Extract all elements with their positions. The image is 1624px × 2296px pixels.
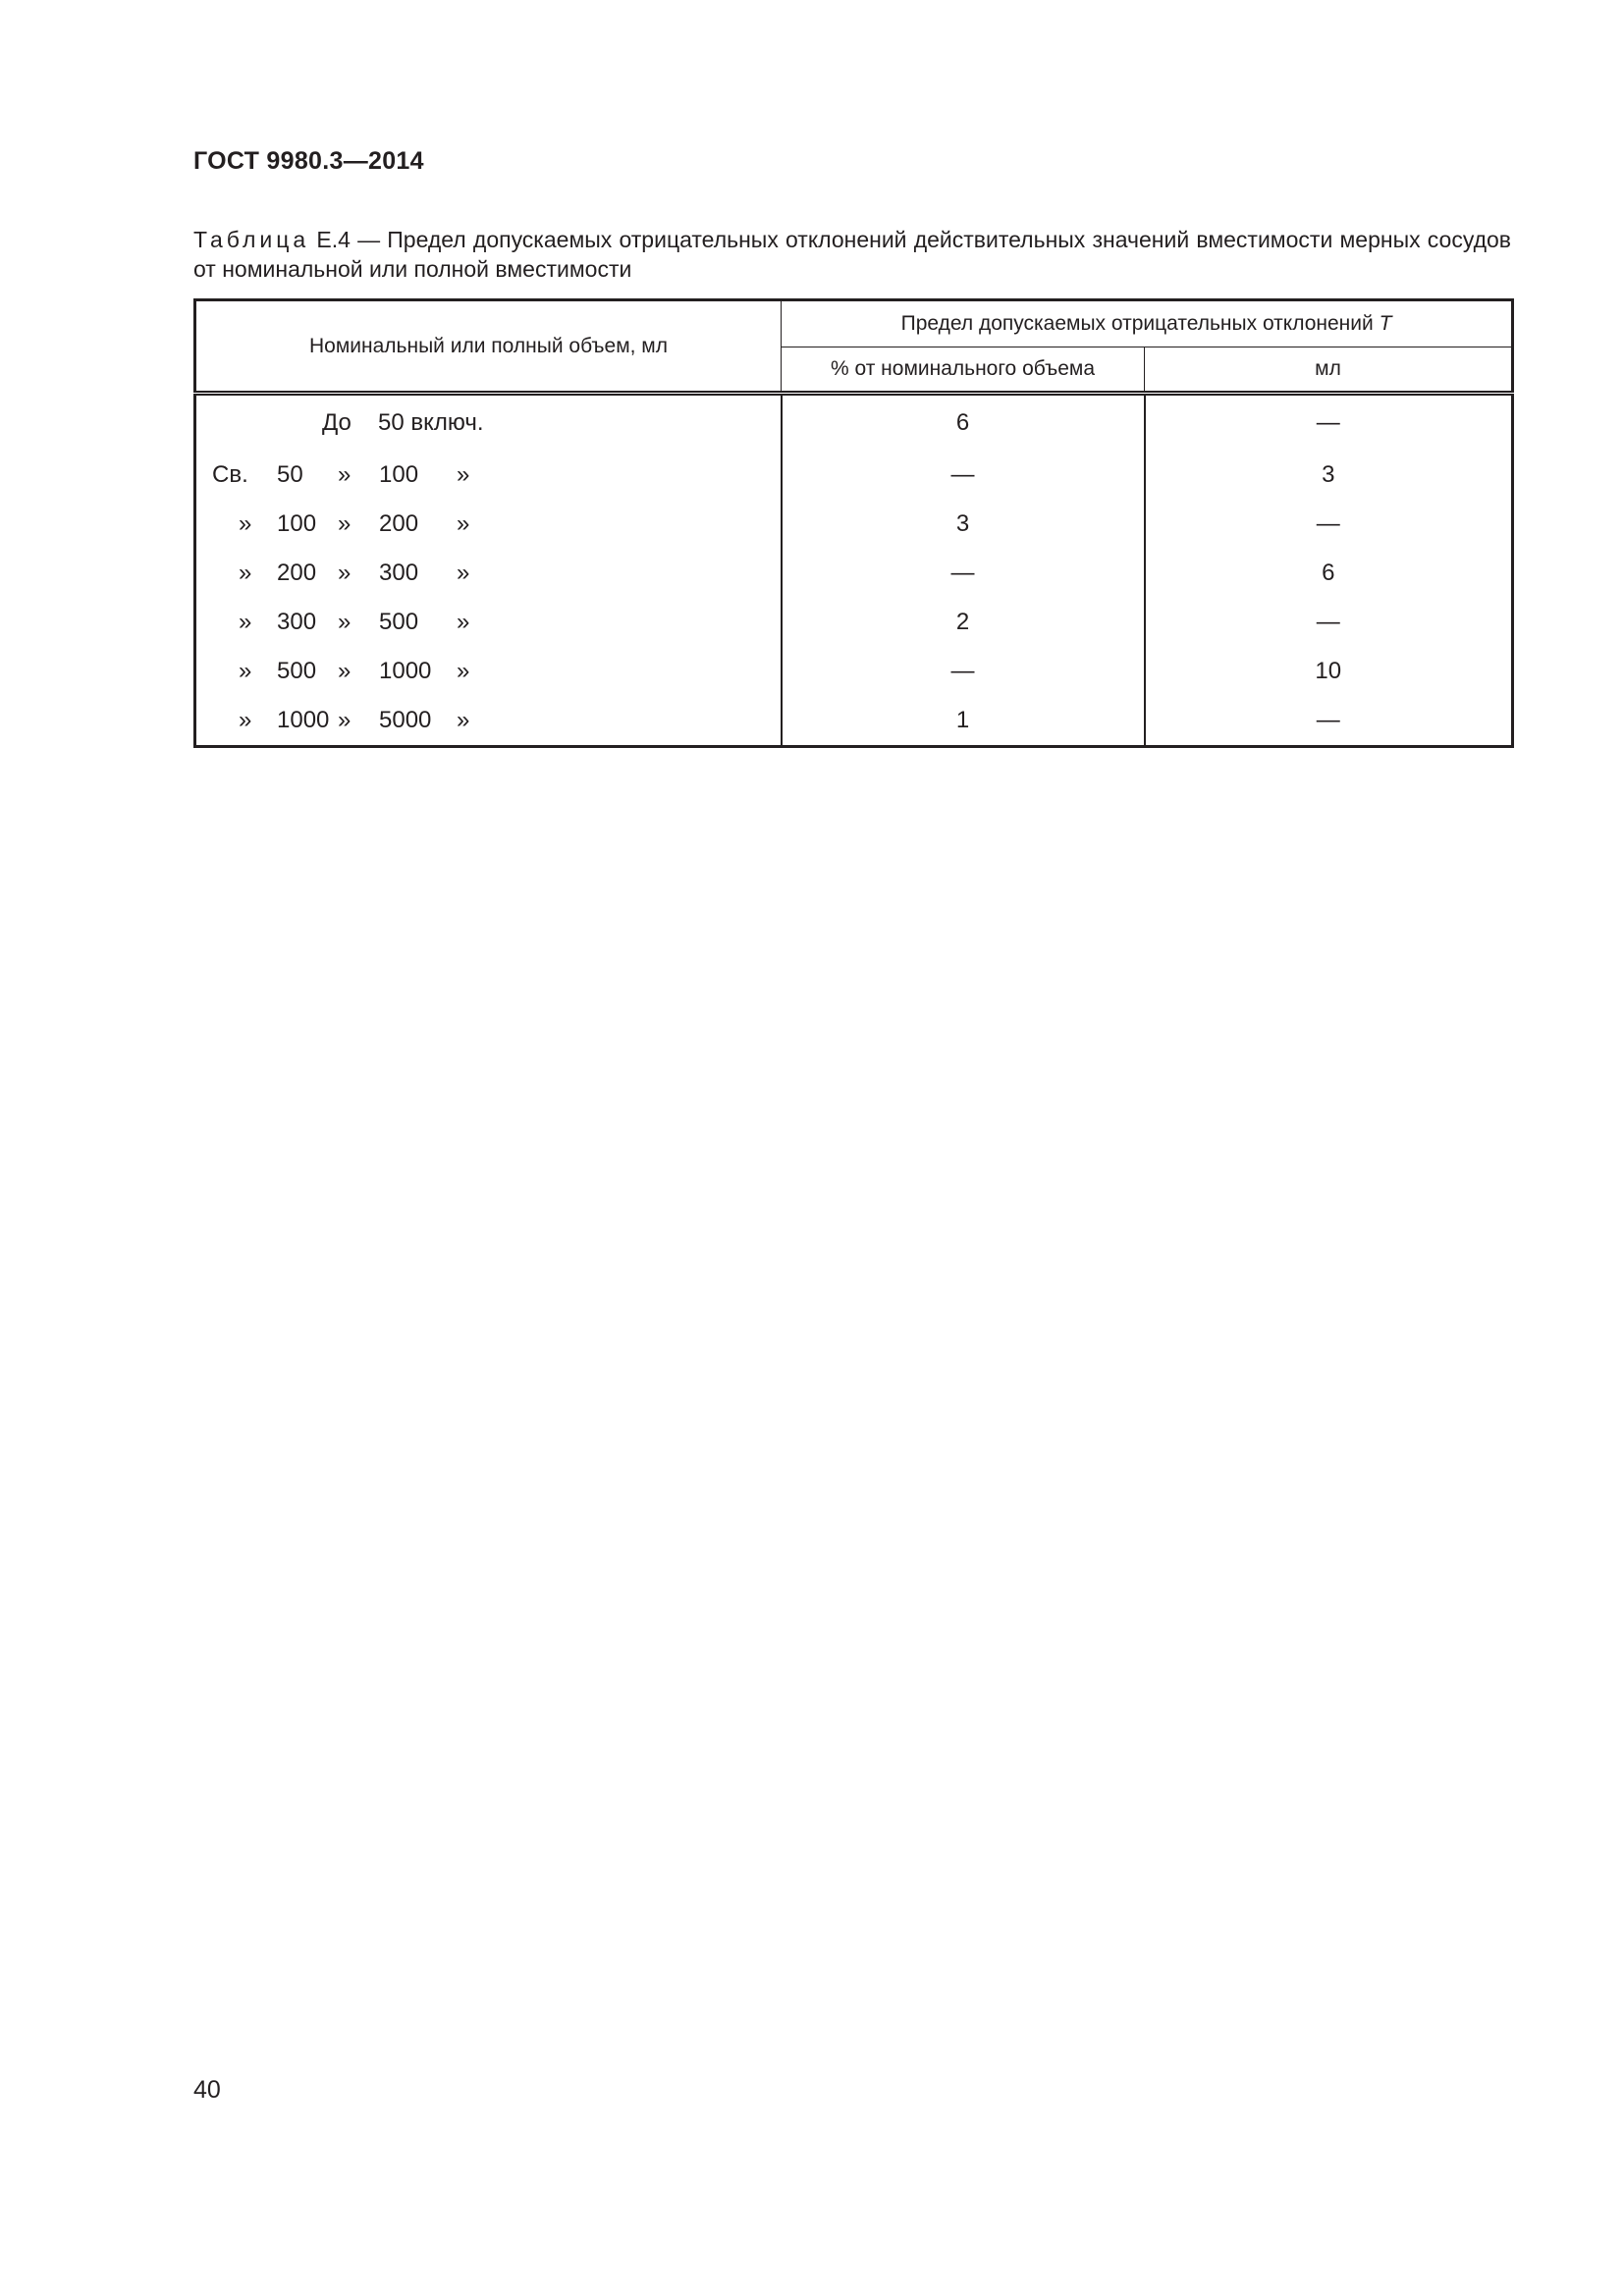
page-number: 40 bbox=[193, 2076, 221, 2104]
percent-cell: — bbox=[782, 549, 1145, 598]
percent-cell: 2 bbox=[782, 598, 1145, 647]
volume-prefix: » bbox=[239, 560, 252, 586]
volume-cell bbox=[195, 549, 782, 598]
volume-from: 200 bbox=[277, 560, 317, 586]
ml-cell: — bbox=[1145, 598, 1513, 647]
volume-value: 50 включ. bbox=[378, 409, 484, 436]
table-caption bbox=[193, 225, 1511, 284]
table-row bbox=[195, 647, 1513, 696]
ml-cell: 10 bbox=[1145, 647, 1513, 696]
volume-cell bbox=[195, 647, 782, 696]
table-row bbox=[195, 598, 1513, 647]
header-limit bbox=[782, 300, 1513, 347]
caption-text: Е.4 — Предел допускаемых отрицательных отклонений действительных значений вместимости мерных сосудов от номинальной или полной вместимости bbox=[193, 227, 1511, 282]
volume-to: 500 bbox=[379, 609, 419, 635]
volume-separator: » bbox=[338, 609, 352, 635]
header-percent: % от номинального объема bbox=[782, 347, 1145, 394]
table-row bbox=[195, 500, 1513, 549]
header-ml: мл bbox=[1145, 347, 1513, 394]
volume-separator: » bbox=[338, 461, 352, 488]
ml-cell: 6 bbox=[1145, 549, 1513, 598]
volume-separator: » bbox=[338, 658, 352, 684]
volume-to: 200 bbox=[379, 510, 419, 537]
volume-prefix: Св. bbox=[212, 461, 248, 488]
ml-cell: — bbox=[1145, 394, 1513, 452]
document-header: ГОСТ 9980.3—2014 bbox=[193, 147, 424, 175]
volume-cell bbox=[195, 451, 782, 500]
volume-unit: » bbox=[457, 560, 470, 586]
tolerance-table bbox=[193, 298, 1514, 748]
ml-cell: 3 bbox=[1145, 451, 1513, 500]
header-limit-symbol: T bbox=[1379, 312, 1392, 335]
volume-to: 300 bbox=[379, 560, 419, 586]
volume-from: 100 bbox=[277, 510, 317, 537]
volume-from: 50 bbox=[277, 461, 303, 488]
volume-from: 300 bbox=[277, 609, 317, 635]
volume-unit: » bbox=[457, 707, 470, 733]
table-row bbox=[195, 394, 1513, 452]
volume-separator: » bbox=[338, 707, 352, 733]
volume-prefix: » bbox=[239, 658, 252, 684]
table-row bbox=[195, 451, 1513, 500]
volume-cell bbox=[195, 696, 782, 747]
percent-cell: — bbox=[782, 451, 1145, 500]
ml-cell: — bbox=[1145, 696, 1513, 747]
volume-cell bbox=[195, 598, 782, 647]
volume-unit: » bbox=[457, 461, 470, 488]
volume-to: 5000 bbox=[379, 707, 432, 733]
header-volume: Номинальный или полный объем, мл bbox=[195, 300, 782, 394]
percent-cell: — bbox=[782, 647, 1145, 696]
volume-unit: » bbox=[457, 658, 470, 684]
volume-separator: » bbox=[338, 510, 352, 537]
volume-prefix: » bbox=[239, 707, 252, 733]
table-row bbox=[195, 549, 1513, 598]
percent-cell: 6 bbox=[782, 394, 1145, 452]
volume-prefix: » bbox=[239, 609, 252, 635]
ml-cell: — bbox=[1145, 500, 1513, 549]
volume-unit: » bbox=[457, 609, 470, 635]
volume-to: 100 bbox=[379, 461, 419, 488]
table-row bbox=[195, 696, 1513, 747]
header-limit-text: Предел допускаемых отрицательных отклонений bbox=[900, 312, 1380, 335]
volume-cell bbox=[195, 500, 782, 549]
volume-cell bbox=[195, 394, 782, 452]
percent-cell: 1 bbox=[782, 696, 1145, 747]
volume-prefix: » bbox=[239, 510, 252, 537]
percent-cell: 3 bbox=[782, 500, 1145, 549]
volume-to: 1000 bbox=[379, 658, 432, 684]
volume-prefix: До bbox=[322, 409, 352, 436]
volume-separator: » bbox=[338, 560, 352, 586]
volume-from: 500 bbox=[277, 658, 317, 684]
volume-from: 1000 bbox=[277, 707, 330, 733]
volume-unit: » bbox=[457, 510, 470, 537]
caption-label: Таблица bbox=[193, 227, 310, 252]
